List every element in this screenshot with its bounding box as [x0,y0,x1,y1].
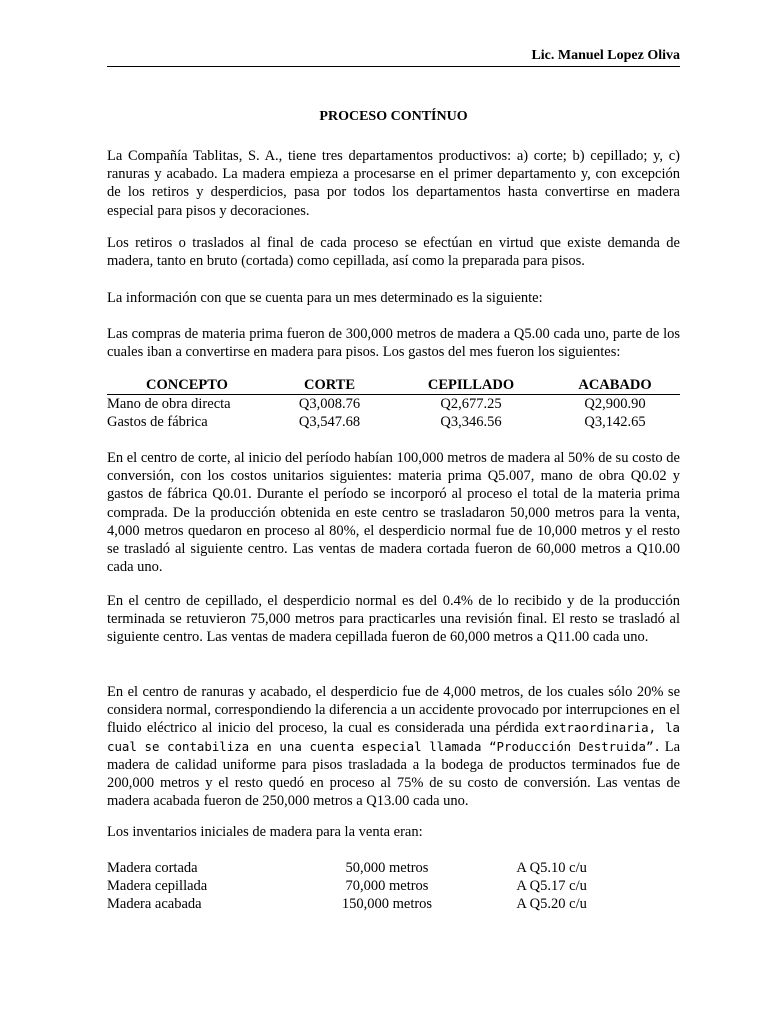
paragraph-centro-cepillado: En el centro de cepillado, el desperdicio normal es del 0.4% de lo recibido y de la producción terminada se retuvieron 75,000 metros para practicarles una revisión final. El resto se trasladó al siguiente centro. Las ventas de madera cepillada fueron de 60,000 metros a Q11.00 cada uno. [107,593,680,646]
inventory-quantity: 70,000 metros [345,878,429,894]
cost-header-concepto: CONCEPTO [107,376,267,395]
cost-cell: Q3,142.65 [584,414,646,430]
inventory-item: Madera cortada [107,860,198,876]
paragraph-centro-acabado [107,683,680,810]
cost-table [107,376,680,431]
inventory-price: A Q5.17 c/u [516,878,587,894]
paragraph-acabado-part2: extraordinaria, la cual se contabiliza en una cuenta especial llamada “Producción Destruida”. [107,720,681,754]
inventory-price: A Q5.20 c/u [516,896,587,912]
cost-cell: Q3,346.56 [440,414,502,430]
cost-cell: Q2,677.25 [440,396,502,412]
table-row [107,395,680,414]
inventory-quantity: 50,000 metros [345,860,429,876]
cost-header-acabado: ACABADO [550,376,680,395]
paragraph-acabado-part1: En el centro de ranuras y acabado, el desperdicio fue de 4,000 metros, de los cuales sólo 20% se considera normal, correspondiendo la diferencia a un accidente provocado por interrupciones en el fluido eléctrico al inicio del proceso, la cual es considerada una pérdida [107,684,680,737]
page-title: PROCESO CONTÍNUO [319,109,468,124]
paragraph-intro: La Compañía Tablitas, S. A., tiene tres departamentos productivos: a) corte; b) cepillado; y, c) ranuras y acabado. La madera empieza a procesarse en el primer departamento y, con excepción de los retiros y desperdicios, pasa por todos los departamentos hasta convertirse en madera especial para pisos y decoraciones. [107,148,680,219]
paragraph-retiros: Los retiros o traslados al final de cada proceso se efectúan en virtud que existe demanda de madera, tanto en bruto (cortada) como cepillada, así como la preparada para pisos. [107,235,680,270]
paragraph-centro-corte: En el centro de corte, al inicio del período habían 100,000 metros de madera al 50% de su costo de conversión, con los costos unitarios siguientes: materia prima Q5.007, mano de obra Q0.02 y gastos de fábrica Q0.01. Durante el período se incorporó al proceso el total de la materia prima comprada. De la producción obtenida en este centro se trasladaron 50,000 metros para la venta, 4,000 metros quedaron en proceso al 80%, el desperdicio normal fue de 10,000 metros y el resto se trasladó al siguiente centro. Las ventas de madera cortada fueron de 60,000 metros a Q10.00 cada uno. [107,450,680,576]
cost-cell: Gastos de fábrica [107,414,208,430]
inventory-item: Madera cepillada [107,878,208,894]
inventory-price: A Q5.10 c/u [516,860,587,876]
cost-header-cepillado: CEPILLADO [392,376,550,395]
cost-cell: Mano de obra directa [107,396,231,412]
cost-cell: Q3,547.68 [298,414,361,430]
table-row [107,859,680,877]
page-header [107,46,680,67]
paragraph-compras: Las compras de materia prima fueron de 300,000 metros de madera a Q5.00 cada uno, parte de los cuales iban a convertirse en madera para pisos. Los gastos del mes fueron los siguientes: [107,326,680,361]
table-row [107,413,680,431]
paragraph-informacion: La información con que se cuenta para un mes determinado es la siguiente: [107,290,543,306]
header-author: Lic. Manuel Lopez Oliva [531,48,680,63]
inventory-quantity: 150,000 metros [341,896,433,912]
table-row [107,877,680,895]
paragraph-inventarios: Los inventarios iniciales de madera para la venta eran: [107,824,423,840]
table-row [107,895,680,913]
cost-table-header-row [107,376,680,395]
paragraph-acabado-part3: La madera de calidad uniforme para pisos trasladada a la bodega de productos terminados fue de 200,000 metros y el resto quedó en proceso al 75% de su costo de conversión. Las ventas de madera acabada fueron de 250,000 metros a Q13.00 cada uno. [107,738,681,810]
inventory-item: Madera acabada [107,896,202,912]
cost-header-corte: CORTE [267,376,392,395]
inventory-table [107,859,680,913]
cost-cell: Q3,008.76 [298,396,361,412]
cost-cell: Q2,900.90 [584,396,646,412]
